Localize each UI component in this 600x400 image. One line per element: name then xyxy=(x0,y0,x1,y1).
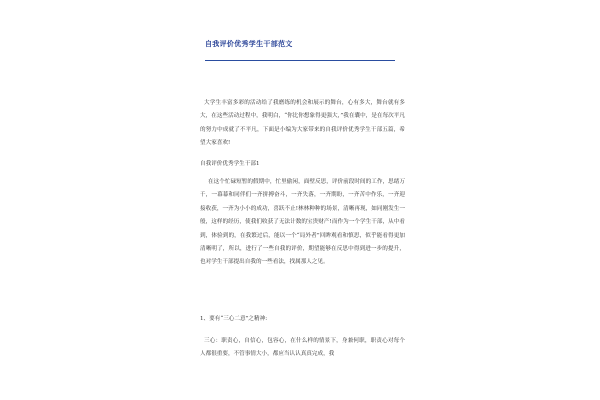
title-divider xyxy=(205,60,395,61)
body-paragraph: 在这个忙碌短暂的假期中，忙里偷闲，面壁反思，评价前段时间的工作，思绪万千，一幕幕和同伴们一齐拼搏奋斗，一齐失落，一齐期盼，一齐苦中作乐，一齐迎接收获，一齐为小小的成功，喜跃不止!林林种种的场景，清晰再现，如同刚发生一般，这样的经历，使我们收获了无法计数的宝贵财产!而作为一个学生干部，从中看到，体验到的，在我繁过后，能以一个“局外者”回眸观看和慎思，似乎能看得更加清晰明了，所以，进行了一些自我的评价，期望能够在反思中得到进一步的提升，也对学生干部提出自我的一些看法，找属那人之见。 xyxy=(200,179,405,266)
document-title: 自我评价优秀学生干部范文 xyxy=(205,39,293,48)
list-paragraph: 三心：职责心，自信心，包容心，在什么样的情景下，身兼何职，职责心对每个人都很重要，不管事情大小，都应当认认真真完成，我 xyxy=(200,338,405,358)
intro-paragraph: 大学生丰富多彩的活动给了我磨练的机会和展示的舞台，心有多大，舞台就有多大，在这些活动过程中，我明白，“你比你想象得更强大，”我在囊中，是在每次平凡的努力中成就了不平凡，下面是小编为大家带来的自我评价优秀学生干部五篇，希望大家喜欢! xyxy=(200,100,405,147)
section-heading: 自我评价优秀学生干部1 xyxy=(200,161,260,167)
list-heading: 1、要有“三心二意”之精神: xyxy=(200,316,268,322)
